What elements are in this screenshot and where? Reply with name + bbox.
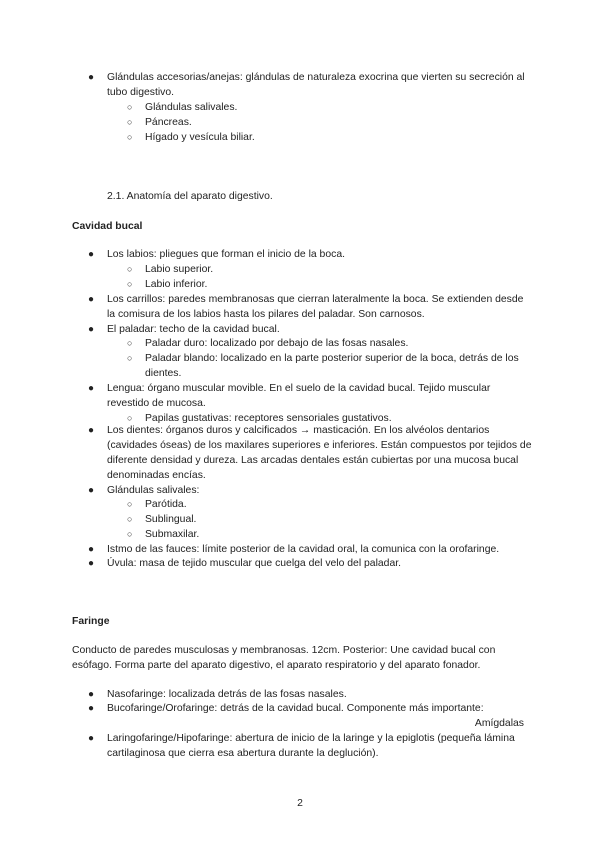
glandulas-item: Glándulas salivales: xyxy=(107,485,200,496)
bullet-icon: ● xyxy=(88,425,95,436)
circle-bullet-icon: ○ xyxy=(127,132,133,142)
circle-bullet-icon: ○ xyxy=(127,117,133,127)
bullet-icon: ● xyxy=(88,558,95,569)
paladar-item: El paladar: techo de la cavidad bucal. xyxy=(107,324,280,335)
nasofaringe-item: Nasofaringe: localizada detrás de las fosas nasales. xyxy=(107,689,347,700)
labios-sub-item: Labio superior. xyxy=(145,264,214,275)
glandulas-sub-item: Sublingual. xyxy=(145,514,197,525)
bullet-icon: ● xyxy=(88,249,95,260)
intro-sub-item: Hígado y vesícula biliar. xyxy=(145,132,255,143)
circle-bullet-icon: ○ xyxy=(127,514,133,524)
bullet-icon: ● xyxy=(88,294,95,305)
lengua-item: Lengua: órgano muscular movible. En el suelo de la cavidad bucal. Tejido muscular revestido de mucosa. xyxy=(107,383,491,409)
bullet-icon: ● xyxy=(88,72,95,83)
glandulas-sub-item: Submaxilar. xyxy=(145,529,200,540)
labios-item: Los labios: pliegues que forman el inicio de la boca. xyxy=(107,249,345,260)
circle-bullet-icon: ○ xyxy=(127,279,133,289)
circle-bullet-icon: ○ xyxy=(127,413,133,423)
bullet-icon: ● xyxy=(88,733,95,744)
bucofaringe-amigdalas: Amígdalas xyxy=(474,718,524,729)
labios-sub-item: Labio inferior. xyxy=(145,279,208,290)
faringe-paragraph: Conducto de paredes musculosas y membranosas. 12cm. Posterior: Une cavidad bucal con esófago. Forma parte del aparato digestivo, el aparato respiratorio y del aparato fonador. xyxy=(72,645,496,671)
page-number: 2 xyxy=(297,798,303,809)
carrillos-item: Los carrillos: paredes membranosas que cierran lateralmente la boca. Se extienden desde la comisura de los labios hasta los pilares del paladar. Son carnosos. xyxy=(107,294,524,320)
bullet-icon: ● xyxy=(88,324,95,335)
bullet-icon: ● xyxy=(88,703,95,714)
bullet-icon: ● xyxy=(88,383,95,394)
paladar-sub-item: Paladar duro: localizado por debajo de las fosas nasales. xyxy=(145,338,409,349)
cavidad-bucal-heading: Cavidad bucal xyxy=(72,221,143,232)
circle-bullet-icon: ○ xyxy=(127,338,133,348)
intro-sub-item: Páncreas. xyxy=(145,117,192,128)
glandulas-sub-item: Parótida. xyxy=(145,499,187,510)
circle-bullet-icon: ○ xyxy=(127,529,133,539)
section-title: 2.1. Anatomía del aparato digestivo. xyxy=(107,191,273,202)
intro-glandulas-accesorias: Glándulas accesorias/anejas: glándulas de naturaleza exocrina que vierten su secreción al tubo digestivo. xyxy=(107,72,525,98)
circle-bullet-icon: ○ xyxy=(127,264,133,274)
uvula-item: Úvula: masa de tejido muscular que cuelga del velo del paladar. xyxy=(107,558,402,569)
bullet-icon: ● xyxy=(88,485,95,496)
circle-bullet-icon: ○ xyxy=(127,102,133,112)
bullet-icon: ● xyxy=(88,544,95,555)
circle-bullet-icon: ○ xyxy=(127,499,133,509)
paladar-sub-item: Paladar blando: localizado en la parte posterior superior de la boca, detrás de los dientes. xyxy=(145,353,519,379)
faringe-heading: Faringe xyxy=(72,616,110,627)
intro-sub-item: Glándulas salivales. xyxy=(145,102,238,113)
laringofaringe-item: Laringofaringe/Hipofaringe: abertura de inicio de la laringe y la epiglotis (pequeña lámina cartilaginosa que cierra esa abertura durante la deglución). xyxy=(107,733,515,759)
dientes-item: Los dientes: órganos duros y calcificados → masticación. En los alvéolos dentarios (cavidades óseas) de los maxilares superiores e inferiores. Están compuestos por tejidos de diferente densidad y dureza. Las arcadas dentales están cubiertas por una mucosa bucal denominadas encías. xyxy=(107,425,532,481)
bucofaringe-item: Bucofaringe/Orofaringe: detrás de la cavidad bucal. Componente más importante: xyxy=(107,703,484,714)
bullet-icon: ● xyxy=(88,689,95,700)
circle-bullet-icon: ○ xyxy=(127,353,133,363)
lengua-sub-item: Papilas gustativas: receptores sensoriales gustativos. xyxy=(145,413,392,424)
istmo-item: Istmo de las fauces: límite posterior de la cavidad oral, la comunica con la orofaringe. xyxy=(107,544,500,555)
